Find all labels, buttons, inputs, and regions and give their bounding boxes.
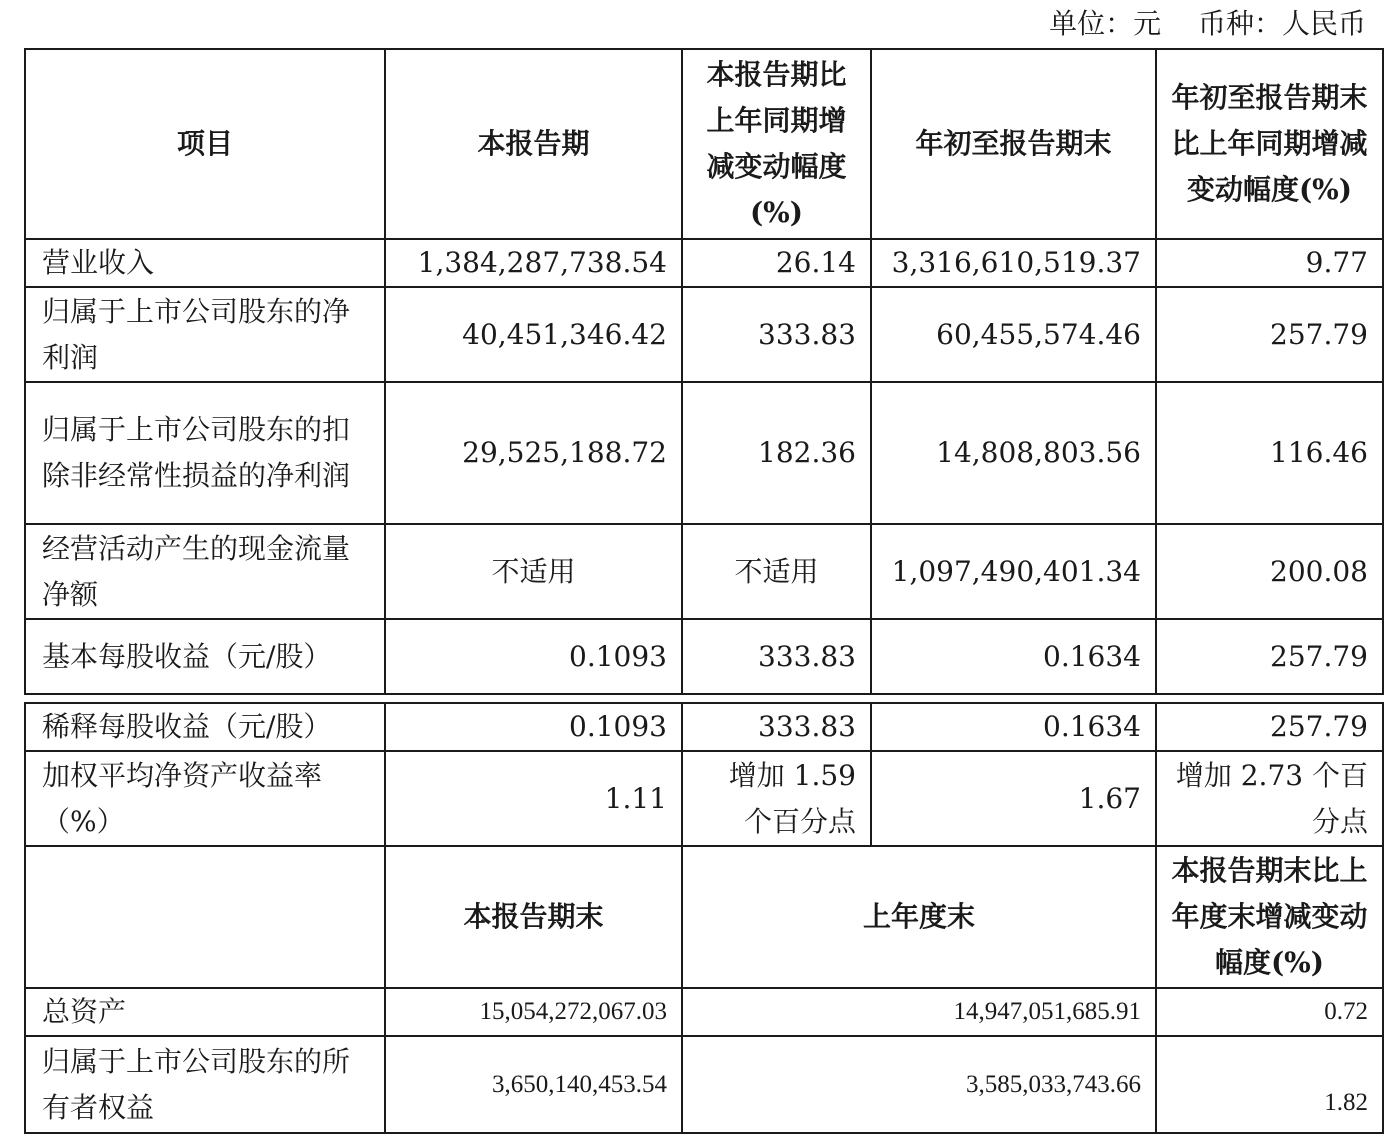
cell-ytd: 1.67	[871, 751, 1156, 846]
balance-header-period-end: 本报告期末	[385, 846, 682, 988]
cell-ytd: 60,455,574.46	[871, 287, 1156, 382]
cell-ytd: 0.1634	[871, 619, 1156, 694]
cell-current: 1,384,287,738.54	[385, 239, 682, 287]
cell-ytd: 0.1634	[871, 703, 1156, 751]
balance-header-prior-year-end: 上年度末	[682, 846, 1156, 988]
cell-ytd-yoy: 9.77	[1156, 239, 1383, 287]
row-label: 稀释每股收益（元/股）	[25, 703, 385, 751]
cell-yoy: 不适用	[682, 524, 871, 619]
financial-table-part1	[24, 48, 1384, 695]
cell-ytd-yoy: 200.08	[1156, 524, 1383, 619]
cell-yoy: 26.14	[682, 239, 871, 287]
table-row	[25, 703, 1383, 751]
cell-current: 40,451,346.42	[385, 287, 682, 382]
unit-currency-note: 单位：元 币种：人民币	[1049, 7, 1366, 40]
cell-period-end: 15,054,272,067.03	[385, 988, 682, 1036]
cell-current: 1.11	[385, 751, 682, 846]
row-label: 营业收入	[25, 239, 385, 287]
cell-ytd-yoy: 116.46	[1156, 382, 1383, 524]
cell-change: 0.72	[1156, 988, 1383, 1036]
table-row	[25, 988, 1383, 1036]
cell-current: 0.1093	[385, 619, 682, 694]
cell-current: 29,525,188.72	[385, 382, 682, 524]
table-row	[25, 524, 1383, 619]
cell-ytd: 3,316,610,519.37	[871, 239, 1156, 287]
cell-period-end: 3,650,140,453.54	[385, 1036, 682, 1133]
cell-yoy: 333.83	[682, 703, 871, 751]
balance-header-change: 本报告期末比上年度末增减变动幅度(%)	[1156, 846, 1383, 988]
balance-header-item	[25, 846, 385, 988]
header-ytd-yoy-change: 年初至报告期末比上年同期增减变动幅度(%)	[1156, 49, 1383, 239]
cell-yoy: 182.36	[682, 382, 871, 524]
table-row	[25, 1036, 1383, 1133]
header-item: 项目	[25, 49, 385, 239]
row-label: 总资产	[25, 988, 385, 1036]
cell-ytd-yoy: 增加 2.73 个百分点	[1156, 751, 1383, 846]
table-row	[25, 382, 1383, 524]
header-row	[25, 49, 1383, 239]
cell-ytd-yoy: 257.79	[1156, 703, 1383, 751]
row-label: 经营活动产生的现金流量净额	[25, 524, 385, 619]
balance-header-row	[25, 846, 1383, 988]
table-row	[25, 619, 1383, 694]
cell-change: 1.82	[1156, 1036, 1383, 1133]
table-row	[25, 751, 1383, 846]
cell-current: 0.1093	[385, 703, 682, 751]
row-label: 归属于上市公司股东的所有者权益	[25, 1036, 385, 1133]
cell-ytd-yoy: 257.79	[1156, 619, 1383, 694]
table-row	[25, 239, 1383, 287]
header-yoy-change: 本报告期比上年同期增减变动幅度(%)	[682, 49, 871, 239]
cell-prior-year-end: 14,947,051,685.91	[682, 988, 1156, 1036]
row-label: 基本每股收益（元/股）	[25, 619, 385, 694]
cell-yoy: 333.83	[682, 287, 871, 382]
header-ytd: 年初至报告期末	[871, 49, 1156, 239]
cell-yoy: 增加 1.59 个百分点	[682, 751, 871, 846]
table-row	[25, 287, 1383, 382]
cell-ytd: 1,097,490,401.34	[871, 524, 1156, 619]
cell-current: 不适用	[385, 524, 682, 619]
cell-ytd-yoy: 257.79	[1156, 287, 1383, 382]
row-label: 归属于上市公司股东的净利润	[25, 287, 385, 382]
cell-prior-year-end: 3,585,033,743.66	[682, 1036, 1156, 1133]
cell-ytd: 14,808,803.56	[871, 382, 1156, 524]
cell-yoy: 333.83	[682, 619, 871, 694]
row-label: 归属于上市公司股东的扣除非经常性损益的净利润	[25, 382, 385, 524]
financial-table-part2	[24, 702, 1384, 1134]
row-label: 加权平均净资产收益率（%）	[25, 751, 385, 846]
header-current-period: 本报告期	[385, 49, 682, 239]
